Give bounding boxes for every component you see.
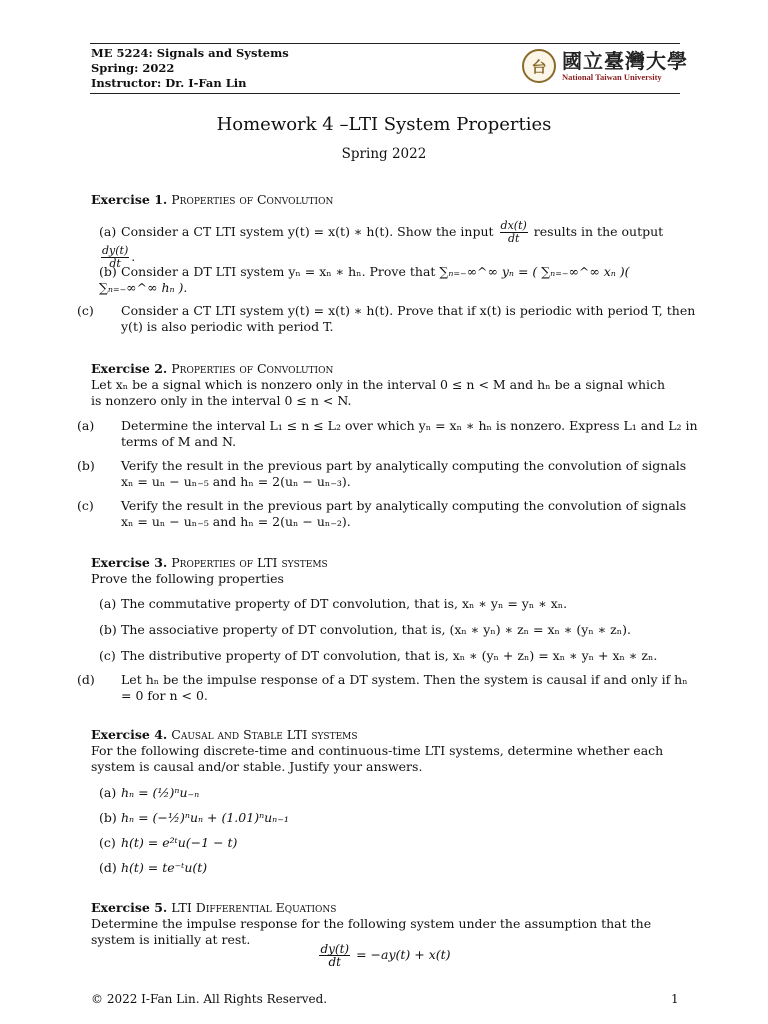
- exercise-4a: (a) hₙ = (½)ⁿu₋ₙ: [99, 785, 200, 800]
- logo-english-name: National Taiwan University: [562, 72, 662, 82]
- course-term: Spring: 2022: [91, 61, 175, 75]
- page-subtitle: Spring 2022: [341, 146, 427, 162]
- exercise-4b: (b) hₙ = (−½)ⁿuₙ + (1.01)ⁿuₙ₋₁: [99, 810, 289, 825]
- exercise-5-equation: $\frac{dy(t)}{dt}$ = −ay(t) + x(t): [320, 942, 451, 969]
- exercise-3a: (a) The commutative property of DT convolution, that is, xₙ ∗ yₙ = yₙ ∗ xₙ.: [99, 596, 568, 611]
- exercise-3b: (b) The associative property of DT convolution, that is, (xₙ ∗ yₙ) ∗ zₙ = xₙ ∗ (yₙ ∗ zₙ).: [99, 622, 632, 637]
- page-number: 1: [671, 992, 679, 1006]
- university-seal-icon: 台: [522, 49, 556, 83]
- exercise-3d: (d) Let hₙ be the impulse response of a DT system. Then the system is causal if and only if hₙ = 0 for n < 0.: [77, 672, 688, 703]
- exercise-2-intro: Let xₙ be a signal which is nonzero only in the interval 0 ≤ n < M and hₙ be a signal which is nonzero only in the interval 0 ≤ n < N.: [91, 377, 666, 408]
- exercise-5-heading: Exercise 5. LTI Differential Equations: [91, 900, 337, 915]
- exercise-4-intro: For the following discrete-time and continuous-time LTI systems, determine whether each system is causal and/or stable. Justify your answers.: [91, 743, 664, 774]
- exercise-1a: (a) Consider a CT LTI system y(t) = x(t) ∗ h(t). Show the input $\frac{dx(t)}{dt}$ results in the output $\frac{dy(t)}{dt}$ .: [99, 219, 664, 270]
- header-bottom-rule: [90, 93, 680, 94]
- exercise-2c: (c) Verify the result in the previous part by analytically computing the convolution of signals xₙ = uₙ − uₙ₋₅ and hₙ = 2(uₙ − uₙ₋₂).: [77, 498, 687, 529]
- course-instructor: Instructor: Dr. I-Fan Lin: [91, 76, 247, 90]
- exercise-1c: (c) Consider a CT LTI system y(t) = x(t) ∗ h(t). Prove that if x(t) is periodic with period T, then y(t) is also periodic with period T.: [77, 303, 696, 334]
- exercise-1b-equation: ∑ₙ₌₋∞^∞ yₙ = ( ∑ₙ₌₋∞^∞ xₙ )( ∑ₙ₌₋∞^∞ hₙ ).: [99, 264, 630, 295]
- exercise-2a: (a) Determine the interval L₁ ≤ n ≤ L₂ over which yₙ = xₙ ∗ hₙ is nonzero. Express L₁ and L₂ in terms of M and N.: [77, 418, 698, 449]
- exercise-2b: (b) Verify the result in the previous part by analytically computing the convolution of signals xₙ = uₙ − uₙ₋₅ and hₙ = 2(uₙ − uₙ₋₃).: [77, 458, 687, 489]
- exercise-5-intro: Determine the impulse response for the following system under the assumption that the system is initially at rest.: [91, 916, 652, 947]
- exercise-4c: (c) h(t) = e²ᵗu(−1 − t): [99, 835, 238, 850]
- exercise-4-heading: Exercise 4. Causal and Stable LTI systems: [91, 727, 358, 742]
- course-name: ME 5224: Signals and Systems: [91, 46, 289, 60]
- exercise-3-heading: Exercise 3. Properties of LTI systems: [91, 555, 328, 570]
- course-header: [91, 46, 289, 91]
- university-logo: [522, 49, 688, 83]
- exercise-3-intro: Prove the following properties: [91, 571, 284, 586]
- page-title: Homework 4 –LTI System Properties: [216, 114, 552, 135]
- top-rule: [90, 43, 680, 44]
- exercise-4d: (d) h(t) = te⁻ᵗu(t): [99, 860, 208, 875]
- exercise-1b: (b) Consider a DT LTI system yₙ = xₙ ∗ hₙ. Prove that ∑ₙ₌₋∞^∞ yₙ = ( ∑ₙ₌₋∞^∞ xₙ )( ∑ₙ₌₋∞^∞ hₙ ).: [99, 264, 630, 295]
- exercise-1-heading: Exercise 1. Properties of Convolution: [91, 192, 334, 207]
- logo-chinese-name: 國立臺灣大學: [562, 49, 688, 73]
- copyright-notice: © 2022 I-Fan Lin. All Rights Reserved.: [91, 992, 328, 1006]
- exercise-3c: (c) The distributive property of DT convolution, that is, xₙ ∗ (yₙ + zₙ) = xₙ ∗ yₙ + xₙ ∗ zₙ.: [99, 648, 658, 663]
- exercise-2-heading: Exercise 2. Properties of Convolution: [91, 361, 334, 376]
